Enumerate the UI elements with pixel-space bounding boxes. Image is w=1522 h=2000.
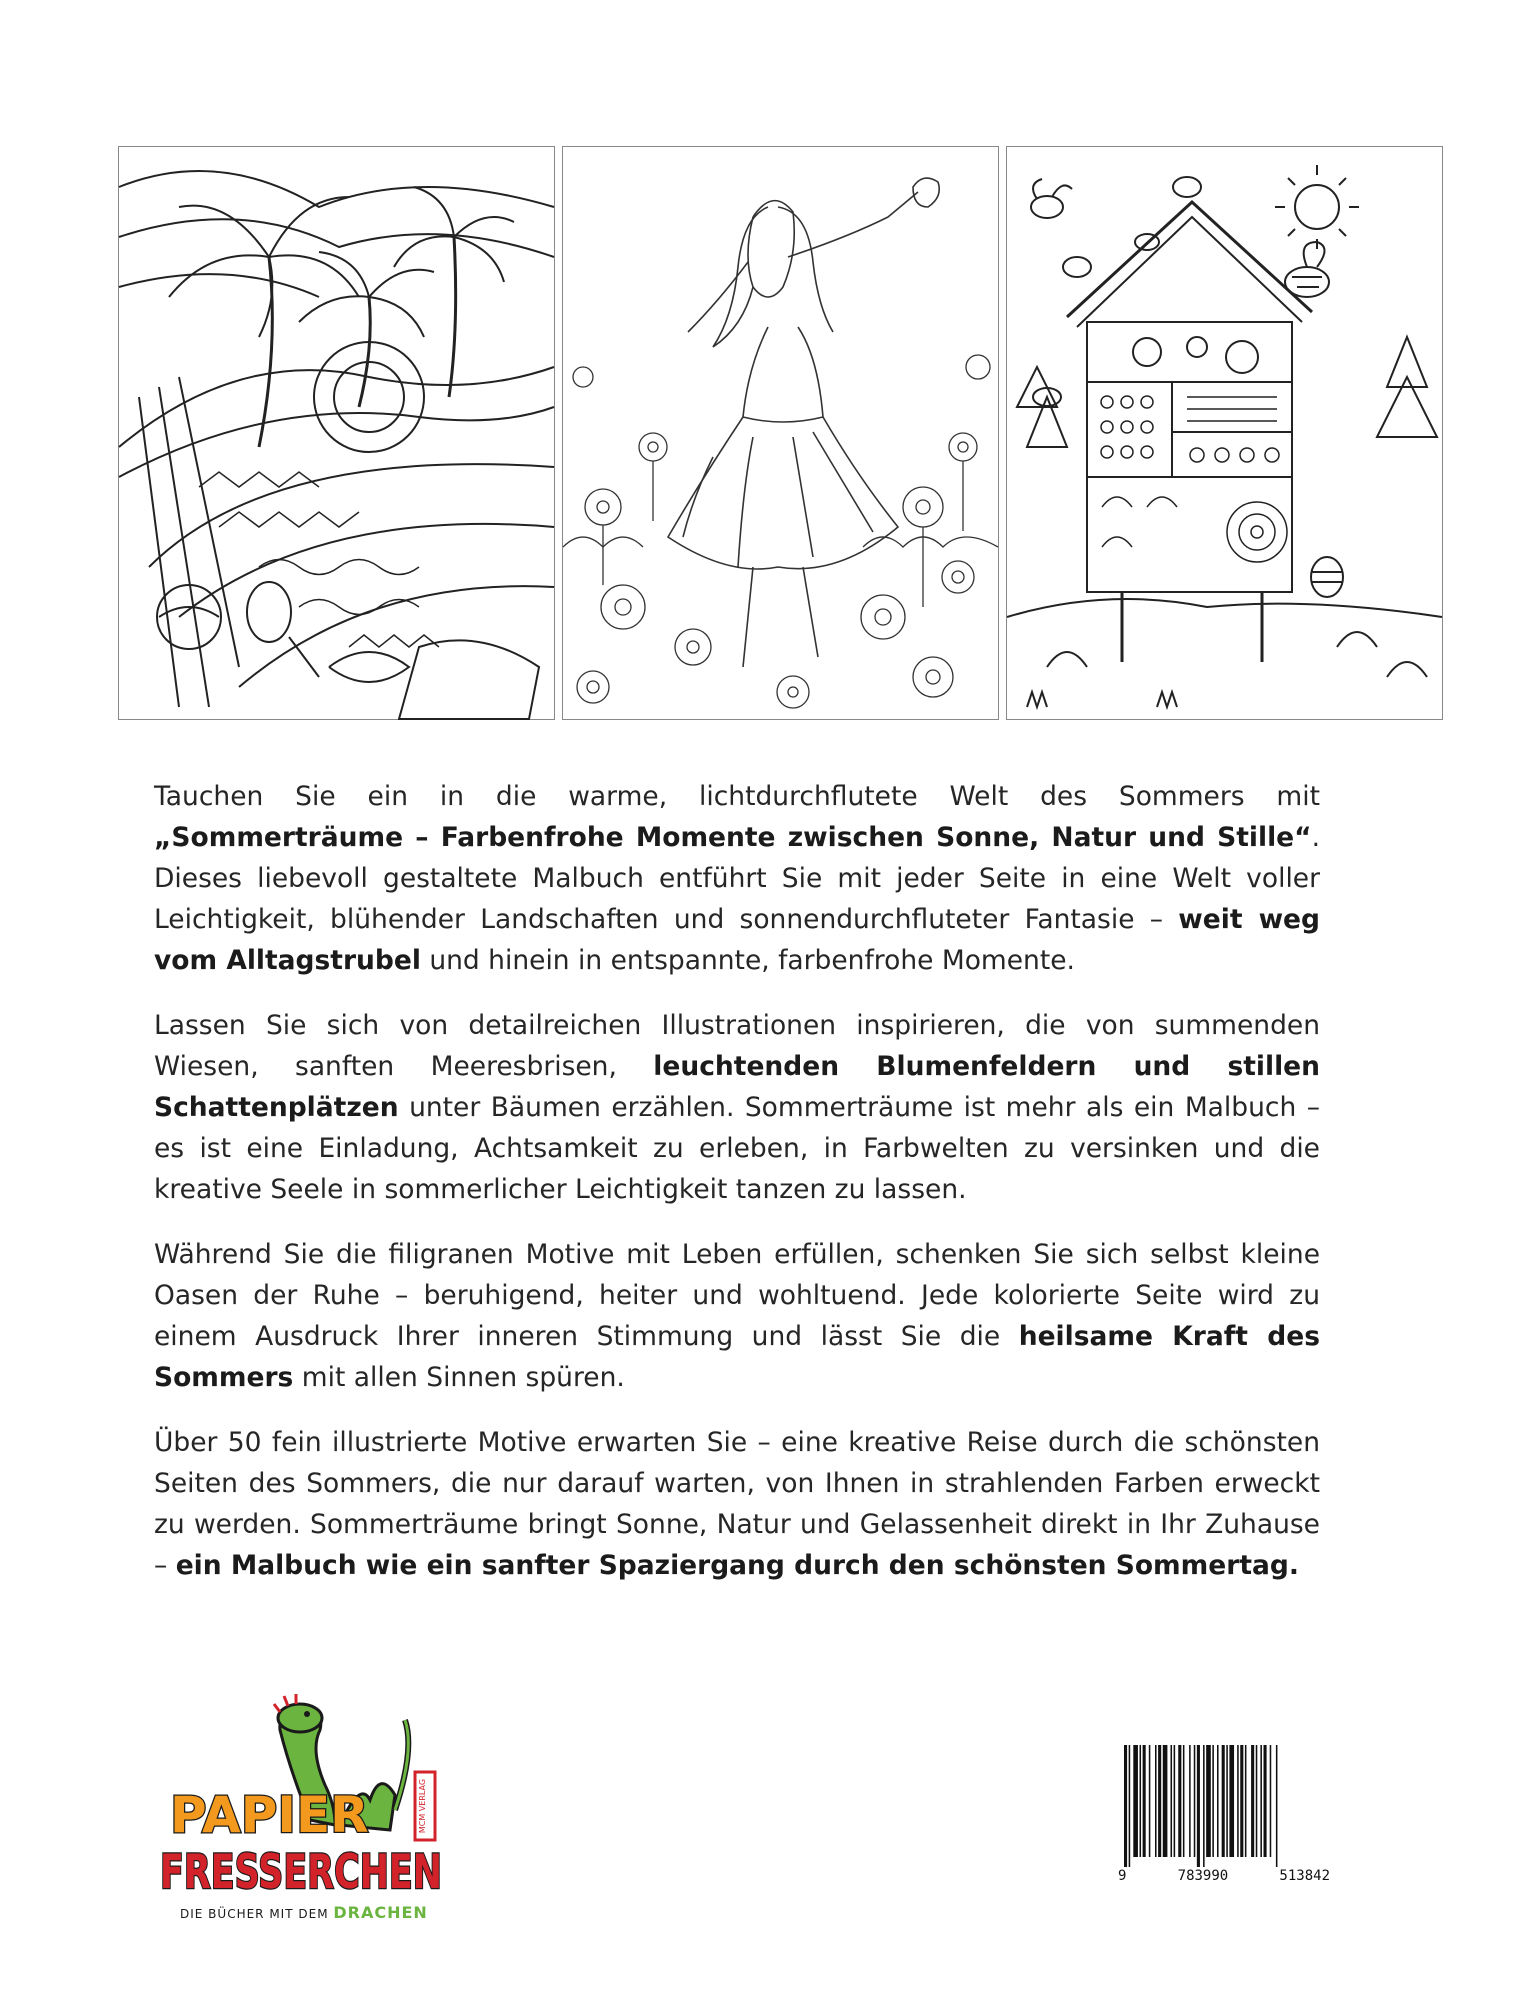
paragraph-1-emphasis: weit weg vom Alltagstrubel [154, 904, 1320, 976]
barcode-bar [1143, 1745, 1146, 1857]
barcode-bar [1229, 1745, 1234, 1857]
beach-palm-mandala-illustration [118, 146, 555, 720]
isbn-group-1: 783990 [1177, 1868, 1229, 1884]
description-text [154, 776, 1320, 1610]
paragraph-1 [154, 776, 1320, 981]
barcode-bar [1256, 1745, 1258, 1857]
paragraph-4-text: Über 50 fein illustrierte Motive erwarten Sie – eine kreative Reise durch die schönsten Seiten des Sommers, die nur darauf warten, von Ihnen in strahlenden Farben erweckt zu werden. Sommerträume bringt Sonne, Natur und Gelassenheit direkt in Ihr Zuhause – [154, 1427, 1320, 1581]
logo-badge-text: MCM VERLAG [418, 1778, 427, 1834]
paragraph-3-text: Während Sie die filigranen Motive mit Leben erfüllen, schenken Sie sich selbst kleine Oasen der Ruhe – beruhigend, heiter und wohltuend. Jede kolorierte Seite wird zu einem Ausdruck Ihrer inneren Stimmung und lässt Sie die [154, 1239, 1320, 1352]
svg-text:DIE BÜCHER MIT DEM DRACHEN [180, 1903, 428, 1922]
isbn-barcode [1120, 1745, 1330, 1875]
paragraph-2-emphasis: leuchtenden Blumenfeldern und stillen Schattenplätzen [154, 1051, 1320, 1123]
barcode-bar [1163, 1745, 1168, 1857]
barcode-bar [1129, 1745, 1131, 1867]
paragraph-1-text-end: und hinein in entspannte, farbenfrohe Momente. [420, 945, 1075, 976]
barcode-bar [1203, 1745, 1205, 1867]
barcode-bar [1133, 1745, 1138, 1857]
mcm-verlag-badge [415, 1772, 435, 1840]
barcode-bar [1155, 1745, 1157, 1857]
barcode-bar [1174, 1745, 1176, 1857]
barcode-bar [1171, 1745, 1173, 1857]
paragraph-4 [154, 1422, 1320, 1586]
barcode-bar [1222, 1745, 1225, 1857]
paragraph-1-text-cont: . Dieses liebevoll gestaltete Malbuch entführt Sie mit jeder Seite in eine Welt voller Leichtigkeit, blühender Landschaften und sonnendurchfluteter Fantasie – [154, 822, 1320, 935]
barcode-bar [1189, 1745, 1191, 1857]
barcode-bar [1149, 1745, 1151, 1857]
isbn-prefix: 9 [1118, 1868, 1127, 1884]
paragraph-1-text: Tauchen Sie ein in die warme, lichtdurchflutete Welt des Sommers mit [154, 781, 1320, 812]
barcode-bar [1158, 1745, 1161, 1857]
publisher-logo [160, 1690, 460, 1930]
logo-tagline-text: DIE BÜCHER MIT DEM [180, 1907, 334, 1921]
barcode-bar [1251, 1745, 1254, 1857]
barcode-bar [1178, 1745, 1181, 1857]
insect-hotel-bees-illustration [1006, 146, 1443, 720]
isbn-number [1118, 1868, 1330, 1884]
barcode-bar [1140, 1745, 1142, 1857]
barcode-bar [1270, 1745, 1272, 1857]
girl-in-flower-meadow-illustration [562, 146, 999, 720]
barcode-bar [1264, 1745, 1267, 1857]
barcode-bar [1240, 1745, 1243, 1857]
barcode-bar [1183, 1745, 1185, 1857]
paragraph-2-text-end: unter Bäumen erzählen. Sommerträume ist mehr als ein Malbuch – es ist eine Einladung, Achtsamkeit zu erleben, in Farbwelten zu versinken und die kreative Seele in sommerlicher Leichtigkeit tanzen zu lassen. [154, 1092, 1320, 1205]
barcode-bar [1237, 1745, 1239, 1857]
paragraph-2 [154, 1005, 1320, 1210]
logo-fresserchen-text: FRESSERCHEN [160, 1845, 442, 1900]
logo-tagline-drachen: DRACHEN [333, 1903, 428, 1922]
paragraph-3-text-end: mit allen Sinnen spüren. [293, 1362, 625, 1393]
barcode-bar [1276, 1745, 1278, 1867]
barcode-bar [1194, 1745, 1196, 1857]
preview-gallery [118, 146, 1405, 720]
paragraph-3-emphasis: heilsame Kraft des Sommers [154, 1321, 1320, 1393]
paragraph-2-text: Lassen Sie sich von detailreichen Illustrationen inspirieren, die von summenden Wiesen, sanften Meeresbrisen, [154, 1010, 1320, 1082]
book-title-emphasis: „Sommerträume – Farbenfrohe Momente zwischen Sonne, Natur und Stille“ [154, 822, 1312, 853]
barcode-bar [1245, 1745, 1247, 1857]
barcode-bar [1260, 1745, 1262, 1857]
isbn-group-2: 513842 [1279, 1868, 1330, 1884]
barcode-bar [1217, 1745, 1219, 1857]
barcode-bar [1212, 1745, 1214, 1857]
paragraph-4-emphasis: ein Malbuch wie ein sanfter Spaziergang durch den schönsten Sommertag. [175, 1550, 1299, 1581]
paragraph-3 [154, 1234, 1320, 1398]
barcode-bar [1226, 1745, 1228, 1857]
barcode-bar [1197, 1745, 1200, 1867]
barcode-bar [1124, 1745, 1127, 1867]
logo-papier-text: PAPIER [170, 1786, 369, 1844]
barcode-bar [1206, 1745, 1211, 1857]
